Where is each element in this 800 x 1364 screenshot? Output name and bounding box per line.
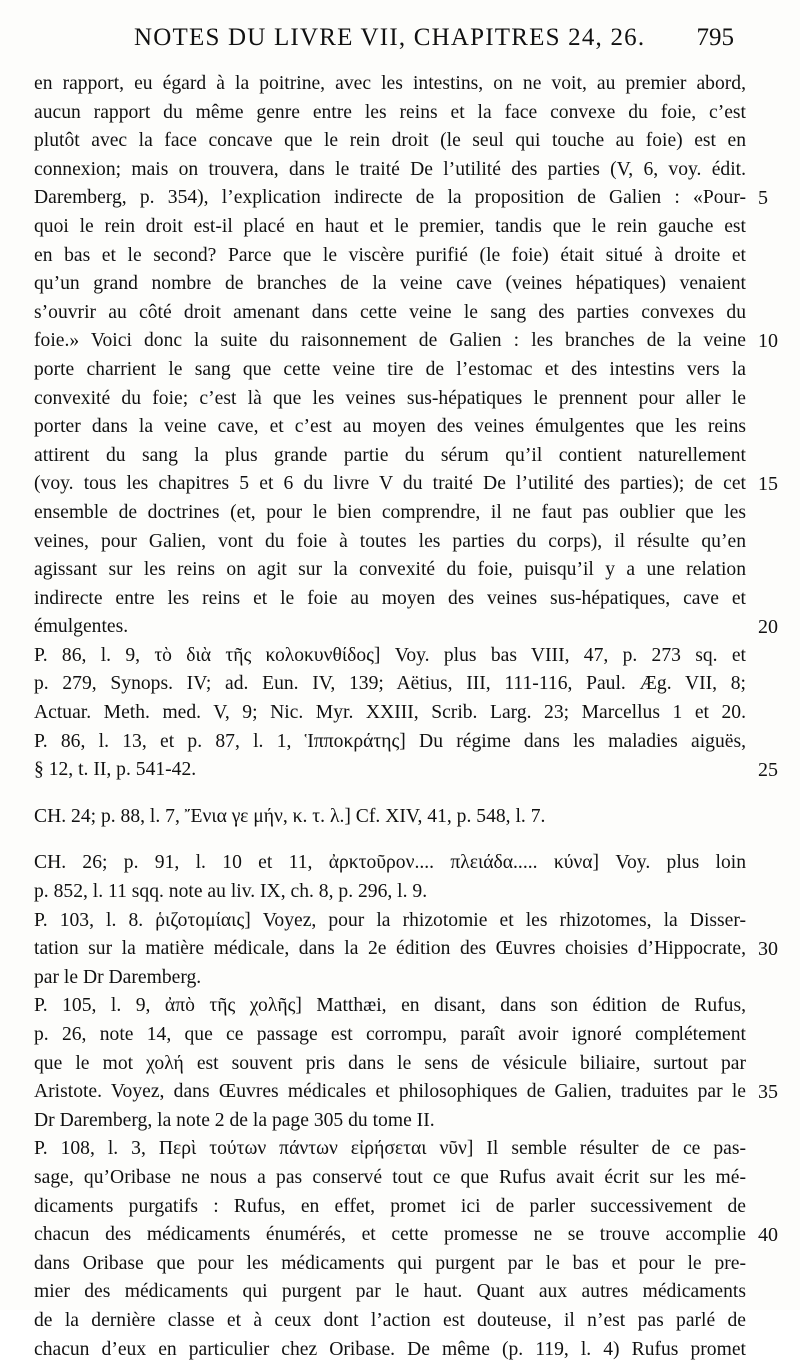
text-line-content: sage, qu’Oribase ne nous a pas conservé tout ce que Rufus avait écrit sur les mé- (34, 1166, 746, 1188)
text-line (34, 270, 746, 299)
running-head-title: NOTES DU LIVRE VII, CHAPITRES 24, 26. (134, 24, 646, 51)
text-line (34, 1050, 746, 1079)
text-line (34, 1221, 778, 1250)
text-line (34, 528, 746, 557)
text-line-content: CH. 24; p. 88, l. 7, Ἔνια γε μήν, κ. τ. λ.] Cf. XIV, 41, p. 548, l. 7. (34, 805, 546, 827)
line-number: 35 (758, 1081, 778, 1104)
text-line-content: P. 86, l. 13, et p. 87, l. 1, Ἱπποκράτης] Du régime dans les maladies aiguës, (34, 730, 746, 752)
text-line-content: Actuar. Meth. med. V, 9; Nic. Myr. XXIII, Scrib. Larg. 23; Marcellus 1 et 20. (34, 702, 746, 724)
text-line-content: P. 103, l. 8. ῥιζοτομίαις] Voyez, pour la rhizotomie et les rhizotomes, la Disser- (34, 909, 746, 931)
text-line-content: de la dernière classe et à ceux dont l’action est douteuse, il n’est pas parlé de (34, 1309, 746, 1331)
text-line-content: en bas et le second? Parce que le viscère purifié (le foie) était situé à droite et (34, 244, 746, 266)
text-line (34, 213, 746, 242)
paragraph-gap (34, 785, 746, 803)
text-line-content: indirecte entre les reins et le foie au moyen des veines sus-hépatiques, cave et (34, 587, 746, 609)
text-line (34, 1336, 746, 1364)
text-line (34, 442, 746, 471)
text-line-content: quoi le rein droit est-il placé en haut et le premier, tandis que le rein gauche est (34, 215, 746, 237)
text-line (34, 184, 768, 213)
text-line (34, 499, 746, 528)
text-line-content: p. 26, note 14, que ce passage est corrompu, paraît avoir ignoré complétement (34, 1024, 746, 1045)
text-line (34, 470, 778, 499)
text-line (34, 756, 778, 785)
text-line (34, 728, 746, 757)
text-line-content: chacun d’eux en particulier chez Oribase. De même (p. 119, l. 4) Rufus promet (34, 1338, 746, 1360)
text-line-content: en rapport, eu égard à la poitrine, avec les intestins, on ne voit, au premier abord, (34, 73, 746, 94)
text-line-content: Dr Daremberg, la note 2 de la page 305 du tome II. (34, 1109, 435, 1131)
text-line (34, 1135, 746, 1164)
text-line-content: qu’un grand nombre de branches de la veine cave (veines hépatiques) venaient (34, 273, 746, 295)
text-line-content: connexion; mais on trouvera, dans le traité De l’utilité des parties (V, 6, voy. édit. (34, 158, 746, 180)
text-line-content: aucun rapport du même genre entre les reins et la face convexe du foie, c’est (34, 101, 746, 123)
text-line (34, 613, 778, 642)
text-line-content: plutôt avec la face concave que le rein droit (le seul qui touche au foie) est en (34, 130, 746, 152)
line-number: 20 (758, 616, 778, 639)
text-line-content: dans Oribase que pour les médicaments qui purgent par le bas et pour le pre- (34, 1252, 746, 1274)
text-line (34, 1021, 746, 1050)
text-line-content: Daremberg, p. 354), l’explication indirecte de la proposition de Galien : «Pour- (34, 187, 746, 209)
text-line-content: émulgentes. (34, 616, 129, 638)
text-line-content: CH. 26; p. 91, l. 10 et 11, ἀρκτοῦρον.... πλειάδα..... κύνα] Voy. plus loin (34, 852, 746, 874)
text-line (34, 385, 746, 414)
text-line-content: mier des médicaments qui purgent par le haut. Quant aux autres médicaments (34, 1281, 746, 1303)
text-line (34, 1278, 746, 1307)
text-line (34, 70, 746, 99)
line-number: 15 (758, 473, 778, 496)
text-line-content: s’ouvrir au côté droit amenant dans cette veine le sang des parties convexes du (34, 301, 746, 323)
text-line-content: tation sur la matière médicale, dans la 2e édition des Œuvres choisies d’Hippocrate, (34, 938, 746, 960)
text-line (34, 849, 746, 878)
text-line (34, 964, 746, 993)
text-line-content: veines, pour Galien, vont du foie à toutes les parties du corps), il résulte qu’en (34, 530, 746, 552)
text-line-content: agissant sur les reins on agit sur la convexité du foie, puisqu’il y a une relation (34, 559, 746, 581)
line-number: 10 (758, 330, 778, 353)
text-line (34, 699, 746, 728)
text-line (34, 356, 746, 385)
text-line (34, 327, 778, 356)
notes-body-text (34, 70, 778, 1364)
text-line (34, 1164, 746, 1193)
text-line-content: p. 852, l. 11 sqq. note au liv. IX, ch. 8, p. 296, l. 9. (34, 881, 428, 903)
text-line-content: P. 105, l. 9, ἀπὸ τῆς χολῆς] Matthæi, en disant, dans son édition de Rufus, (34, 995, 746, 1017)
text-line (34, 1307, 746, 1336)
line-number: 5 (758, 187, 768, 210)
paragraph-gap (34, 831, 746, 849)
text-line-content: § 12, t. II, p. 541-42. (34, 759, 197, 781)
text-line (34, 1193, 746, 1222)
text-line-content: que le mot χολή est souvent pris dans le sens de vésicule biliaire, surtout par (34, 1052, 746, 1074)
running-head (0, 24, 800, 58)
page-number: 795 (696, 24, 734, 51)
text-line-content: par le Dr Daremberg. (34, 966, 202, 988)
text-line (34, 1107, 746, 1136)
text-line-content: P. 86, l. 9, τὸ διὰ τῆς κολοκυνθίδος] Voy. plus bas VIII, 47, p. 273 sq. et (34, 644, 746, 666)
text-line (34, 907, 746, 936)
text-line-content: porte charrient le sang que cette veine tire de l’estomac et des intestins vers la (34, 358, 746, 380)
text-line (34, 127, 746, 156)
text-line (34, 156, 746, 185)
text-line-content: P. 108, l. 3, Περὶ τούτων πάντων εἰρήσεται νῦν] Il semble résulter de ce pas- (34, 1138, 746, 1160)
text-line (34, 878, 746, 907)
line-number: 40 (758, 1224, 778, 1247)
text-line (34, 413, 746, 442)
line-number: 25 (758, 759, 778, 782)
text-line (34, 992, 746, 1021)
text-line (34, 803, 746, 832)
text-line (34, 585, 746, 614)
text-line-content: foie.» Voici donc la suite du raisonnement de Galien : les branches de la veine (34, 330, 746, 352)
text-line (34, 642, 746, 671)
text-line-content: chacun des médicaments énumérés, et cette promesse ne se trouve accomplie (34, 1224, 746, 1246)
text-line-content: porter dans la veine cave, et c’est au moyen des veines émulgentes que les reins (34, 416, 746, 438)
text-line (34, 670, 746, 699)
text-line-content: p. 279, Synops. IV; ad. Eun. IV, 139; Aëtius, III, 111-116, Paul. Æg. VII, 8; (34, 673, 746, 695)
text-line-content: (voy. tous les chapitres 5 et 6 du livre V du traité De l’utilité des parties); de cet (34, 473, 746, 495)
text-line-content: Aristote. Voyez, dans Œuvres médicales et philosophiques de Galien, traduites par le (34, 1081, 746, 1103)
text-line (34, 935, 778, 964)
text-line (34, 299, 746, 328)
text-line-content: ensemble de doctrines (et, pour le bien comprendre, il ne faut pas oublier que les (34, 501, 746, 523)
text-line (34, 1250, 746, 1279)
text-line (34, 242, 746, 271)
text-line-content: dicaments purgatifs : Rufus, en effet, promet ici de parler successivement de (34, 1195, 746, 1217)
text-line (34, 99, 746, 128)
text-line (34, 1078, 778, 1107)
text-line-content: convexité du foie; c’est là que les veines sus-hépatiques le prennent pour aller le (34, 387, 746, 409)
line-number: 30 (758, 938, 778, 961)
text-line-content: attirent du sang la plus grande partie du sérum qu’il contient naturellement (34, 444, 746, 466)
text-line (34, 556, 746, 585)
